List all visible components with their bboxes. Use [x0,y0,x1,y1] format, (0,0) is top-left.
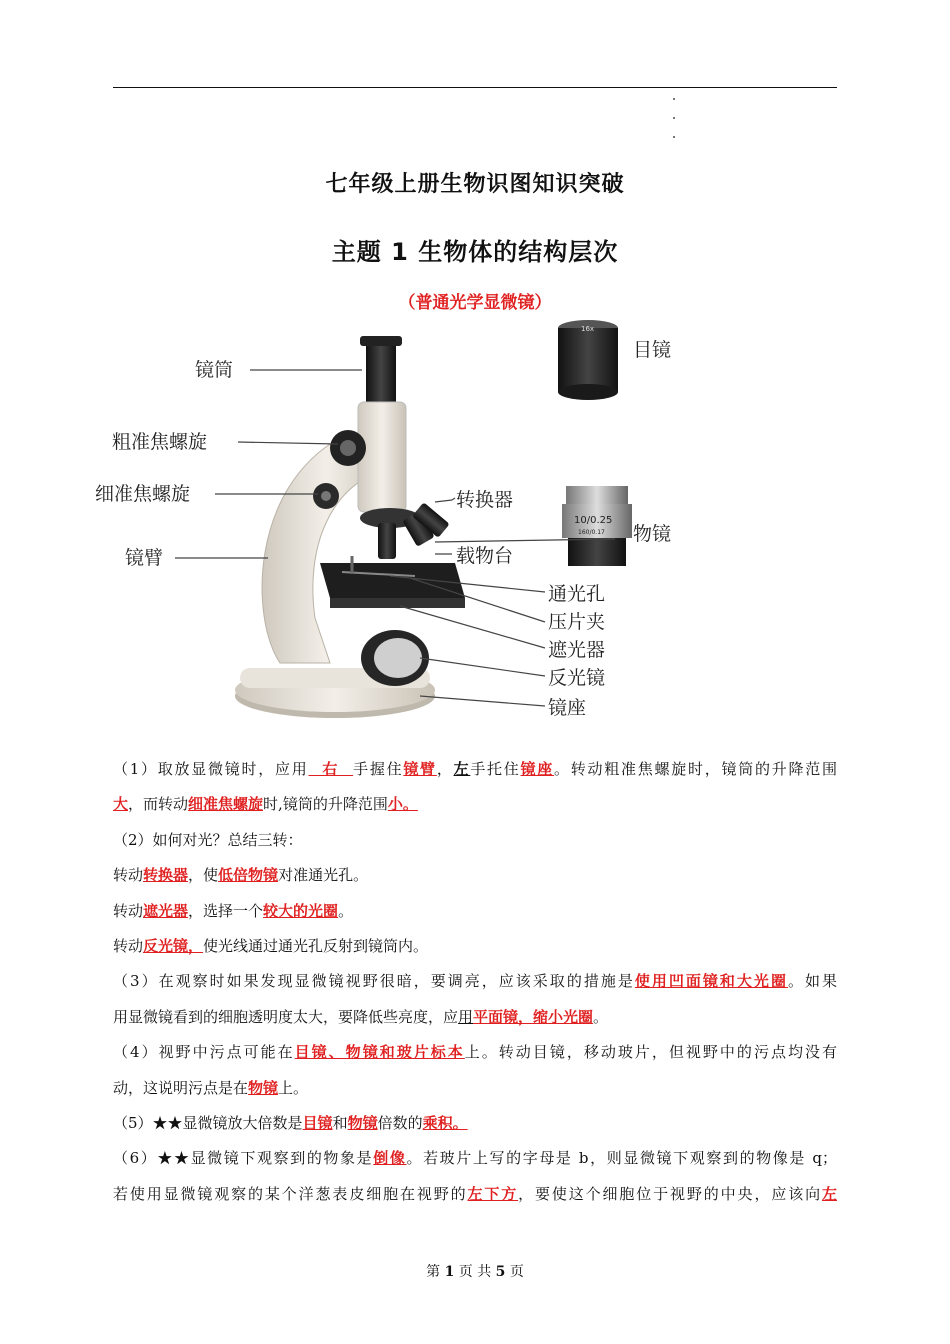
para-8: （5）★★显微镜放大倍数是目镜和物镜倍数的乘积。 [113,1113,468,1132]
label-nosepiece: 转换器 [456,489,514,511]
label-fine: 细准焦螺旋 [95,483,191,505]
svg-text:10/0.25: 10/0.25 [574,515,613,526]
label-arm: 镜臂 [125,547,164,569]
label-aperture: 通光孔 [548,583,606,605]
microscope-figure [90,318,850,728]
label-diaphragm: 遮光器 [548,639,606,661]
para-1-line-2: 大，而转动细准焦螺旋时,镜筒的升降范围小。 [113,795,418,814]
label-stage: 载物台 [456,545,514,567]
para-7-line-1: （4）视野中污点可能在目镜、物镜和玻片标本上。转动目镜，移动玻片，但视野中的污点均没有 [113,1043,837,1062]
label-base: 镜座 [548,697,587,719]
para-9-line-2: 若使用显微镜观察的某个洋葱表皮细胞在视野的左下方，要使这个细胞位于视野的中央，应该向左 [113,1184,837,1203]
eyepiece-tube-shape [366,340,396,402]
margin-marks [673,98,677,146]
content-body [113,752,837,1212]
topic-title: 主题 1 生物体的结构层次 [331,238,619,266]
svg-text:16x: 16x [581,325,595,333]
label-coarse: 粗准焦螺旋 [112,431,208,453]
svg-text:160/0.17: 160/0.17 [578,529,605,536]
figure-subtitle: （普通光学显微镜） [398,293,552,313]
label-eyepiece: 目镜 [633,339,672,361]
doc-title: 七年级上册生物识图知识突破 [325,172,625,197]
para-9-line-1: （6）★★显微镜下观察到的物象是倒像。若玻片上写的字母是 b，则显微镜下观察到的物像是 q； [113,1149,837,1168]
label-clip: 压片夹 [548,611,606,633]
label-tube: 镜筒 [195,359,234,381]
para-6-line-2: 用显微镜看到的细胞透明度太大，要降低些亮度，应用平面镜，缩小光圈。 [113,1007,609,1026]
page-total: 5 [495,1264,506,1280]
page-footer: 第 1 页 共 5 页 [426,1264,524,1280]
para-4: 转动遮光器，选择一个较大的光圈。 [113,901,354,920]
microscope-diagram [90,318,850,728]
header-rule [113,87,837,88]
page-number: 1 [444,1264,455,1280]
para-5: 转动反光镜，使光线通过通光孔反射到镜筒内。 [113,936,429,955]
objective-detail [562,486,632,566]
label-mirror: 反光镜 [548,667,606,689]
para-7-line-2: 动，这说明污点是在物镜上。 [113,1078,309,1097]
label-objective: 物镜 [633,523,672,545]
para-1-line-1: （1）取放显微镜时，应用 右 手握住镜臂，左手托住镜座。转动粗准焦螺旋时，镜筒的升降范围 [113,760,837,778]
mirror-shape [361,630,429,686]
eyepiece-detail [558,320,618,400]
para-2: （2）如何对光？总结三转： [113,830,303,849]
para-3: 转动转换器，使低倍物镜对准通光孔。 [113,866,369,885]
para-6-line-1: （3）在观察时如果发现显微镜视野很暗，要调亮，应该采取的措施是使用凹面镜和大光圈。如果 [113,972,837,991]
